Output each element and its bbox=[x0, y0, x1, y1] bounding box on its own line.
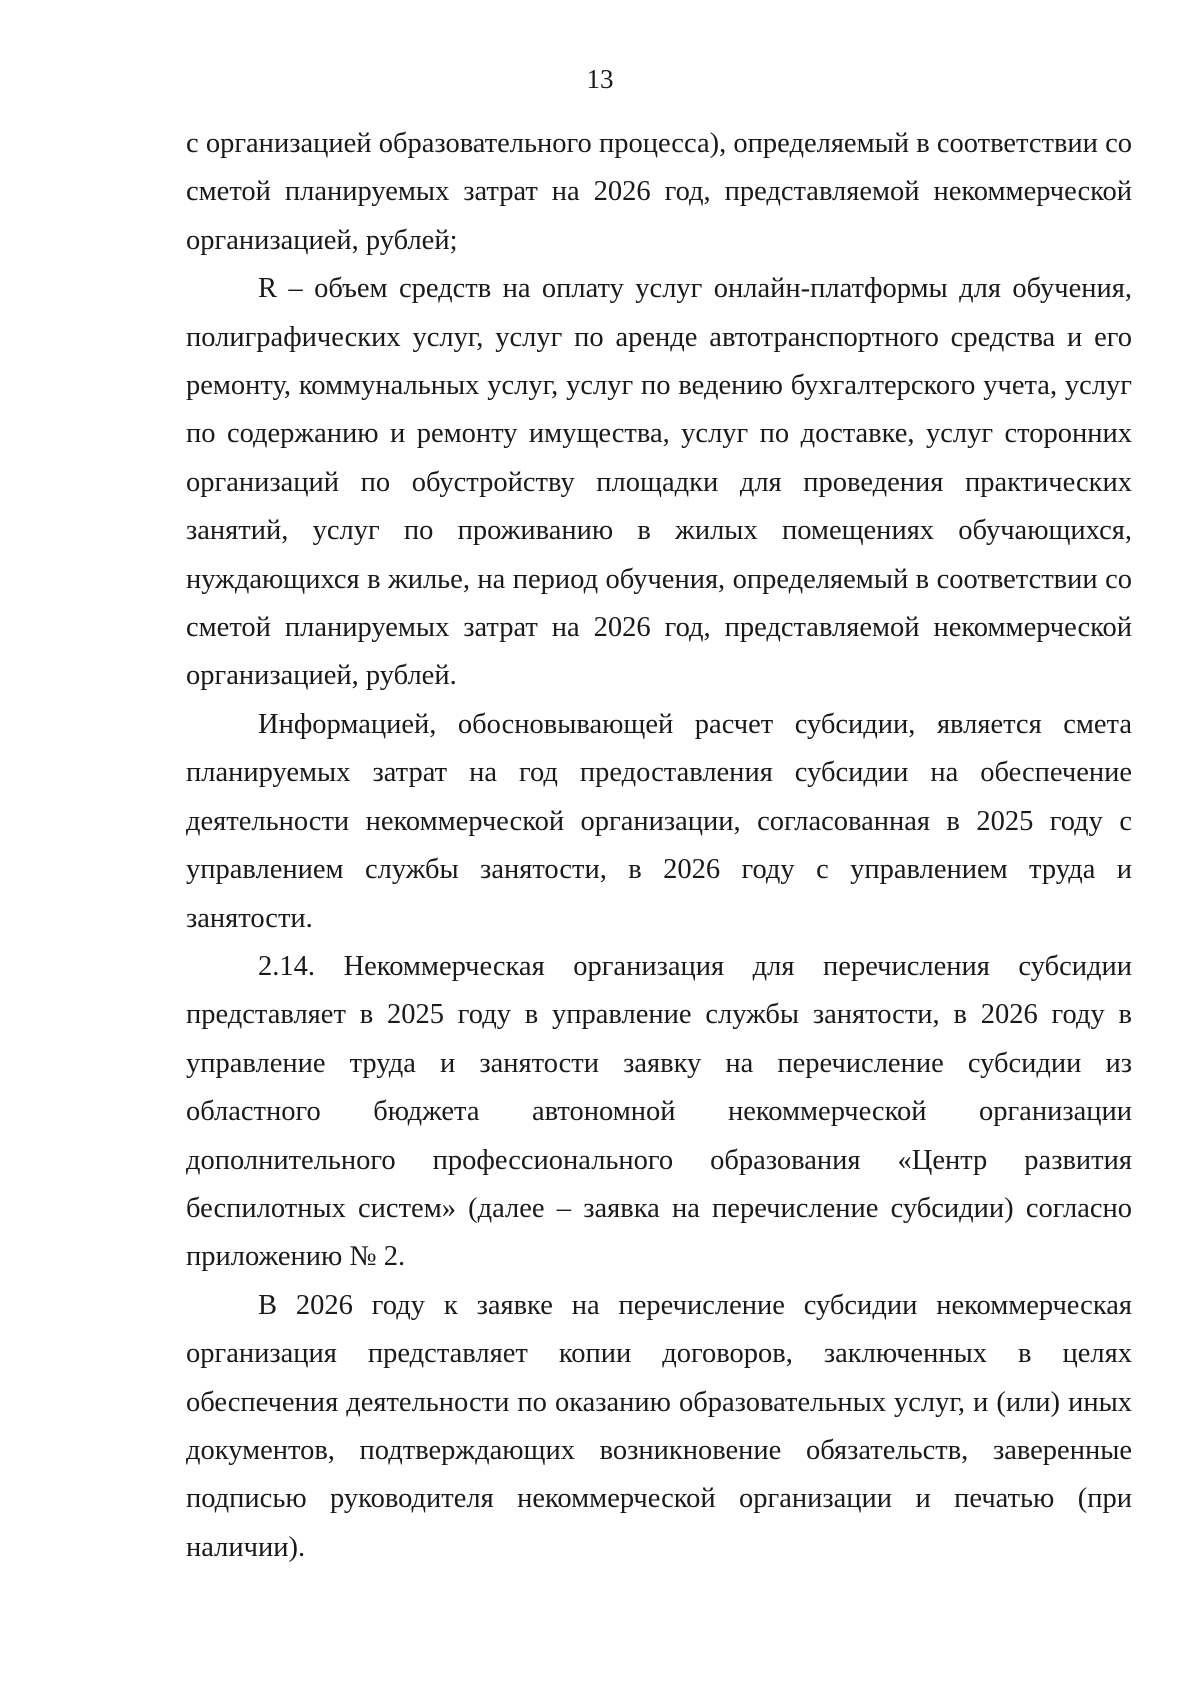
paragraph-clause-2-14: 2.14. Некоммерческая организация для перечисления субсидии представляет в 2025 году в управление службы занятости, в 2026 году в управление труда и занятости заявку на перечисление субсидии из областного бюджета автономной некоммерческой организации дополнительного профессионального образования «Центр развития беспилотных систем» (далее – заявка на перечисление субсидии) согласно приложению № 2. bbox=[186, 950, 1132, 1273]
page-number: 13 bbox=[586, 64, 614, 94]
paragraph-continuation: с организацией образовательного процесса), определяемый в соответствии со сметой планируемых затрат на 2026 год, представляемой некоммерческой организацией, рублей; bbox=[186, 128, 1132, 256]
paragraph-justification-info: Информацией, обосновывающей расчет субсидии, является смета планируемых затрат на год предоставления субсидии на обеспечение деятельности некоммерческой организации, согласованная в 2025 году с управлением службы занятости, в 2026 году с управлением труда и занятости. bbox=[186, 708, 1132, 934]
document-body bbox=[186, 120, 1132, 1572]
paragraph-2026-documents: В 2026 году к заявке на перечисление субсидии некоммерческая организация представляет копии договоров, заключенных в целях обеспечения деятельности по оказанию образовательных услуг, и (или) иных документов, подтверждающих возникновение обязательств, заверенные подписью руководителя некоммерческой организации и печатью (при наличии). bbox=[186, 1289, 1132, 1563]
paragraph-r-definition: R – объем средств на оплату услуг онлайн-платформы для обучения, полиграфических услуг, услуг по аренде автотранспортного средства и его ремонту, коммунальных услуг, услуг по ведению бухгалтерского учета, услуг по содержанию и ремонту имущества, услуг по доставке, услуг сторонних организаций по обустройству площадки для проведения практических занятий, услуг по проживанию в жилых помещениях обучающихся, нуждающихся в жилье, на период обучения, определяемый в соответствии со сметой планируемых затрат на 2026 год, представляемой некоммерческой организацией, рублей. bbox=[186, 273, 1132, 692]
